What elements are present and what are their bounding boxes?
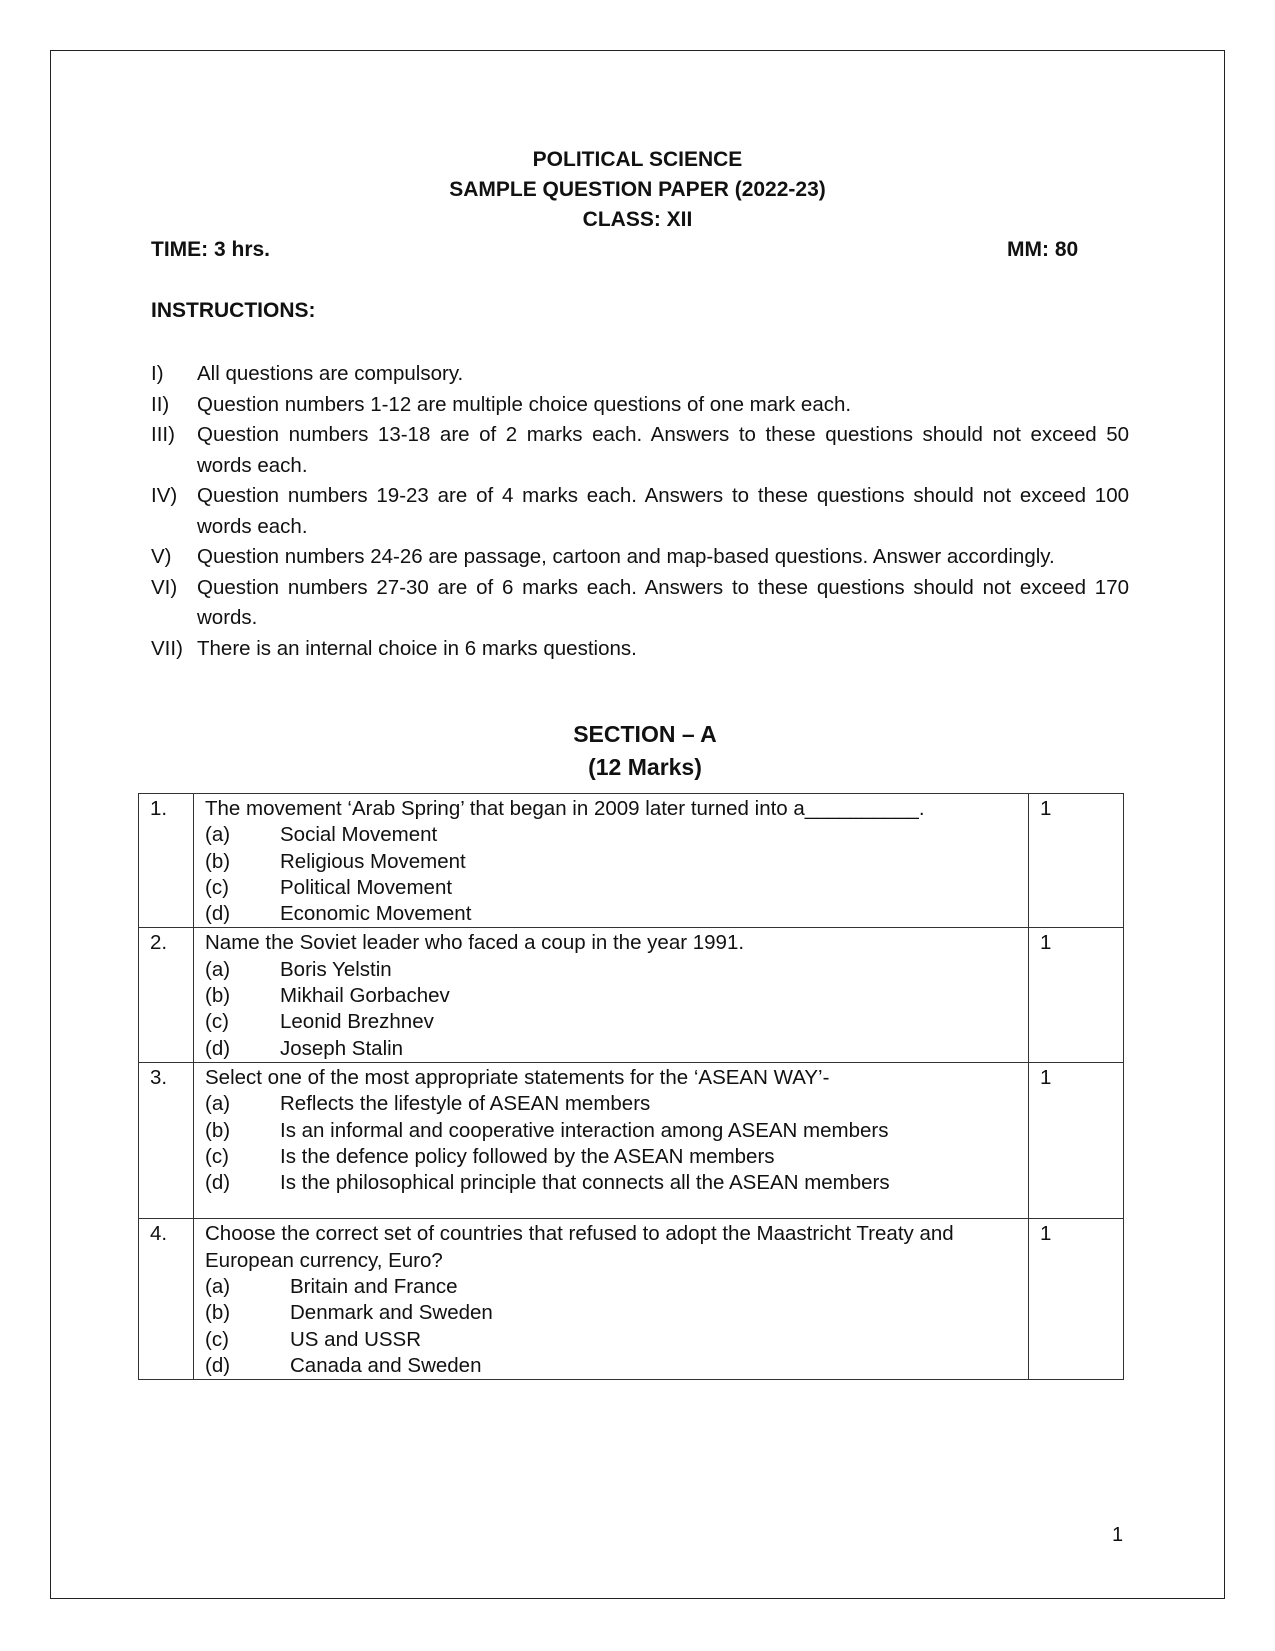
question-row <box>139 928 1124 1062</box>
option-letter: (a) <box>205 823 231 847</box>
question-row <box>139 794 1124 928</box>
instruction-number: VII) <box>151 636 183 660</box>
instruction-text: Question numbers 24-26 are passage, cartoon and map-based questions. Answer accordingly. <box>197 545 1055 568</box>
option-text: Religious Movement <box>280 849 466 873</box>
option-letter: (c) <box>205 1144 229 1168</box>
question-cell <box>194 928 1029 1062</box>
option-text: Is the defence policy followed by the ASEAN members <box>280 1144 775 1168</box>
answer-option <box>205 1009 1020 1035</box>
answer-option <box>205 1170 1020 1196</box>
question-marks: 1 <box>1029 928 1124 1062</box>
option-letter: (a) <box>205 1275 231 1299</box>
page-number: 1 <box>1112 1524 1124 1546</box>
instruction-text: All questions are compulsory. <box>197 362 464 385</box>
question-cell <box>194 1062 1029 1218</box>
answer-option <box>205 1091 1020 1117</box>
subject-title: POLITICAL SCIENCE <box>532 148 743 171</box>
option-letter: (d) <box>205 1171 231 1195</box>
option-text: Leonid Brezhnev <box>280 1010 434 1034</box>
instructions-title: INSTRUCTIONS: <box>151 299 316 322</box>
option-text: Is the philosophical principle that connects all the ASEAN members <box>280 1171 890 1195</box>
option-text: Joseph Stalin <box>280 1036 404 1060</box>
option-text: US and USSR <box>290 1327 422 1351</box>
option-letter: (d) <box>205 1353 231 1377</box>
option-text: Canada and Sweden <box>290 1353 482 1377</box>
option-text: Britain and France <box>290 1275 458 1299</box>
time-label: TIME: 3 hrs. <box>151 238 271 261</box>
option-letter: (b) <box>205 1118 231 1142</box>
question-marks: 1 <box>1029 1062 1124 1218</box>
instructions-list <box>151 359 1129 664</box>
max-marks-label: MM: 80 <box>1007 238 1079 261</box>
option-text: Is an informal and cooperative interaction among ASEAN members <box>280 1118 889 1142</box>
question-text: Choose the correct set of countries that refused to adopt the Maastricht Treaty and European currency, Euro? <box>205 1222 954 1272</box>
option-letter: (c) <box>205 875 229 899</box>
question-row <box>139 1062 1124 1218</box>
option-letter: (b) <box>205 849 231 873</box>
question-number: 1. <box>139 794 194 928</box>
answer-option <box>205 1274 1020 1300</box>
answer-option <box>205 822 1020 848</box>
option-text: Denmark and Sweden <box>290 1301 493 1325</box>
question-text: Select one of the most appropriate statements for the ‘ASEAN WAY’- <box>205 1065 830 1089</box>
instruction-text: There is an internal choice in 6 marks questions. <box>197 636 637 660</box>
option-letter: (d) <box>205 1036 231 1060</box>
section-marks: (12 Marks) <box>588 754 702 780</box>
instruction-text: Question numbers 13-18 are of 2 marks each. Answers to these questions should not exceed 50 words each. <box>197 423 1129 477</box>
instruction-number: V) <box>151 545 172 568</box>
option-text: Reflects the lifestyle of ASEAN members <box>280 1092 651 1116</box>
question-number: 2. <box>139 928 194 1062</box>
answer-option <box>205 983 1020 1009</box>
option-text: Political Movement <box>280 875 453 899</box>
instruction-number: III) <box>151 423 175 446</box>
class-label: CLASS: XII <box>582 208 693 231</box>
instruction-number: VI) <box>151 575 178 599</box>
instruction-item <box>151 542 1129 573</box>
option-letter: (b) <box>205 984 231 1008</box>
instruction-item <box>151 634 1129 665</box>
question-cell <box>194 1219 1029 1380</box>
question-number: 3. <box>139 1062 194 1218</box>
questions-table <box>138 793 1124 1380</box>
answer-option <box>205 1036 1020 1062</box>
option-letter: (d) <box>205 902 231 926</box>
answer-option <box>205 849 1020 875</box>
instruction-item <box>151 390 1129 421</box>
instruction-item <box>151 359 1129 390</box>
answer-option <box>205 1327 1020 1353</box>
answer-option <box>205 875 1020 901</box>
instruction-item <box>151 481 1129 542</box>
option-letter: (a) <box>205 957 231 981</box>
question-number: 4. <box>139 1219 194 1380</box>
answer-option <box>205 957 1020 983</box>
option-text: Mikhail Gorbachev <box>280 984 450 1008</box>
instruction-item <box>151 573 1129 634</box>
answer-option <box>205 1118 1020 1144</box>
answer-option <box>205 901 1020 927</box>
question-marks: 1 <box>1029 1219 1124 1380</box>
instruction-number: I) <box>151 362 164 385</box>
paper-title: SAMPLE QUESTION PAPER (2022-23) <box>449 178 826 201</box>
question-row <box>139 1219 1124 1380</box>
question-text: The movement ‘Arab Spring’ that began in 2009 later turned into a__________. <box>205 797 925 820</box>
option-letter: (c) <box>205 1327 229 1351</box>
answer-option <box>205 1144 1020 1170</box>
question-marks: 1 <box>1029 794 1124 928</box>
option-letter: (c) <box>205 1010 229 1034</box>
question-cell <box>194 794 1029 928</box>
option-letter: (a) <box>205 1092 231 1116</box>
section-title: SECTION – A <box>573 721 717 747</box>
option-letter: (b) <box>205 1301 231 1325</box>
instruction-text: Question numbers 27-30 are of 6 marks each. Answers to these questions should not exceed 170 words. <box>197 575 1129 629</box>
instruction-text: Question numbers 1-12 are multiple choice questions of one mark each. <box>197 392 852 416</box>
question-text: Name the Soviet leader who faced a coup in the year 1991. <box>205 931 745 955</box>
instruction-number: IV) <box>151 484 178 507</box>
answer-option <box>205 1353 1020 1379</box>
option-text: Social Movement <box>280 823 438 847</box>
instruction-item <box>151 420 1129 481</box>
instruction-text: Question numbers 19-23 are of 4 marks each. Answers to these questions should not exceed 100 words each. <box>197 484 1129 538</box>
option-text: Economic Movement <box>280 902 472 926</box>
answer-option <box>205 1300 1020 1326</box>
instruction-number: II) <box>151 392 170 416</box>
option-text: Boris Yelstin <box>280 957 392 981</box>
